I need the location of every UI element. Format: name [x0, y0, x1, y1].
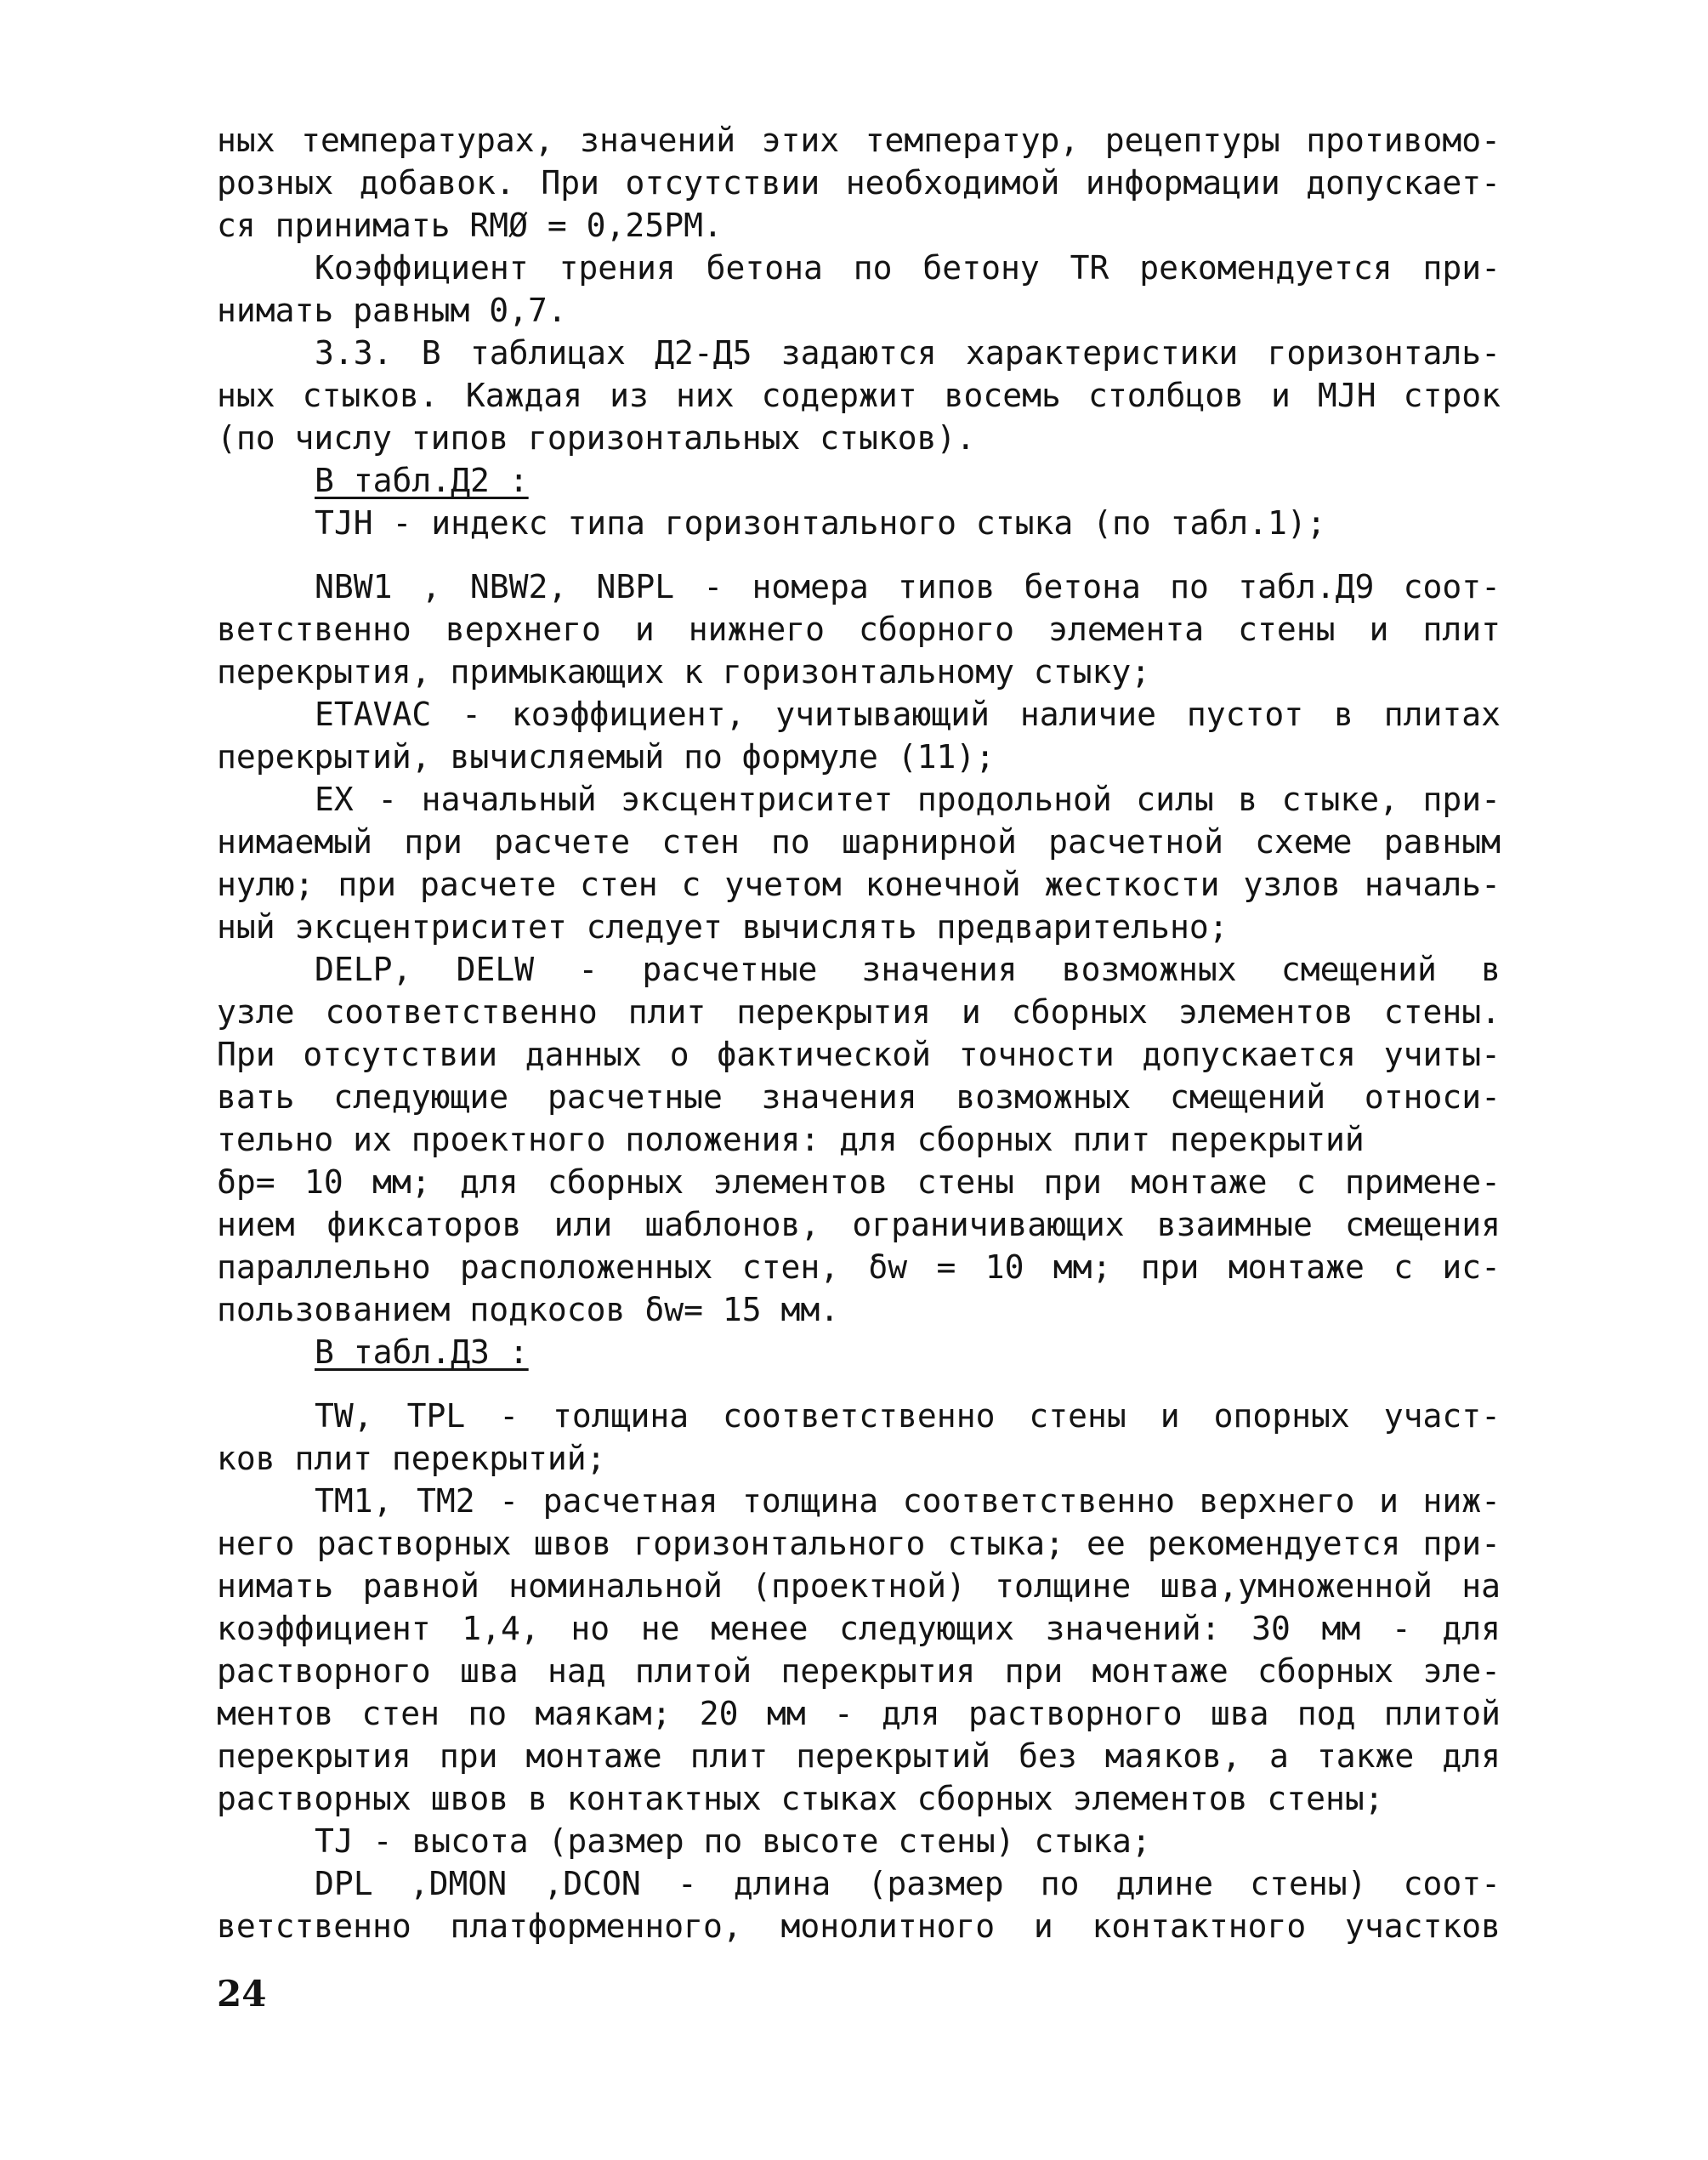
text-line: нимать равной номинальной (проектной) толщине шва,умноженной на	[217, 1567, 1501, 1605]
text-line: ных стыков. Каждая из них содержит восемь столбцов и MJH строк	[217, 377, 1501, 414]
text-line: ков плит перекрытий;	[217, 1440, 606, 1477]
page-number: 24	[217, 1973, 267, 2015]
text-line: TJ - высота (размер по высоте стены) стыка;	[315, 1822, 1151, 1860]
text-line: нимаемый при расчете стен по шарнирной расчетной схеме равным	[217, 823, 1501, 861]
text-line: TW, TPL - толщина соответственно стены и опорных участ-	[315, 1397, 1501, 1435]
text-line: тельно их проектного положения: для сборных плит перекрытий	[217, 1121, 1365, 1158]
text-line: нимать равным 0,7.	[217, 292, 567, 329]
text-line: ветственно верхнего и нижнего сборного элемента стены и плит	[217, 611, 1501, 648]
text-line: узле соответственно плит перекрытия и сборных элементов стены.	[217, 993, 1501, 1031]
text-line: ся принимать RMØ = 0,25PM.	[217, 207, 723, 244]
text-line: DPL ,DMON ,DCON - длина (размер по длине стены) соот-	[315, 1865, 1501, 1902]
text-line: ных температурах, значений этих температур, рецептуры противомо-	[217, 122, 1501, 159]
text-line: ETAVAC - коэффициент, учитывающий наличие пустот в плитах	[315, 696, 1501, 733]
text-line: ментов стен по маякам; 20 мм - для растворного шва под плитой	[217, 1695, 1501, 1732]
text-line: перекрытия, примыкающих к горизонтальному стыку;	[217, 653, 1151, 691]
section-heading: В табл.Д2 :	[315, 462, 529, 499]
text-line: параллельно расположенных стен, δw = 10 мм; при монтаже с ис-	[217, 1248, 1501, 1286]
text-line: TJH - индекс типа горизонтального стыка (по табл.1);	[315, 504, 1326, 542]
text-line: пользованием подкосов δw= 15 мм.	[217, 1291, 840, 1328]
text-line: растворных швов в контактных стыках сборных элементов стены;	[217, 1780, 1384, 1817]
text-line: него растворных швов горизонтального стыка; ее рекомендуется при-	[217, 1525, 1501, 1562]
text-line: вать следующие расчетные значения возможных смещений относи-	[217, 1078, 1501, 1116]
text-line: перекрытий, вычисляемый по формуле (11);	[217, 738, 996, 776]
section-heading: В табл.Д3 :	[315, 1333, 529, 1371]
text-line: EX - начальный эксцентриситет продольной силы в стыке, при-	[315, 781, 1501, 818]
text-line: ный эксцентриситет следует вычислять предварительно;	[217, 908, 1229, 946]
text-line: коэффициент 1,4, но не менее следующих значений: 30 мм - для	[217, 1610, 1501, 1647]
text-line: 3.3. В таблицах Д2-Д5 задаются характеристики горизонталь-	[315, 334, 1501, 372]
text-line: (по числу типов горизонтальных стыков).	[217, 419, 976, 457]
text-line: перекрытия при монтаже плит перекрытий без маяков, а также для	[217, 1737, 1501, 1775]
text-line: δp= 10 мм; для сборных элементов стены при монтаже с примене-	[217, 1163, 1501, 1201]
text-line: TM1, TM2 - расчетная толщина соответственно верхнего и ниж-	[315, 1482, 1501, 1520]
text-line: розных добавок. При отсутствии необходимой информации допускает-	[217, 164, 1501, 202]
text-line: нием фиксаторов или шаблонов, ограничивающих взаимные смещения	[217, 1206, 1501, 1243]
text-line: нулю; при расчете стен с учетом конечной жесткости узлов началь-	[217, 866, 1501, 903]
text-line: NBW1 , NBW2, NBPL - номера типов бетона по табл.Д9 соот-	[315, 568, 1501, 605]
text-line: ветственно платформенного, монолитного и контактного участков	[217, 1907, 1501, 1945]
text-line: При отсутствии данных о фактической точности допускается учиты-	[217, 1036, 1501, 1073]
text-line: DELP, DELW - расчетные значения возможных смещений в	[315, 951, 1501, 988]
text-line: Коэффициент трения бетона по бетону TR рекомендуется при-	[315, 249, 1501, 287]
text-line: растворного шва над плитой перекрытия при монтаже сборных эле-	[217, 1652, 1501, 1690]
